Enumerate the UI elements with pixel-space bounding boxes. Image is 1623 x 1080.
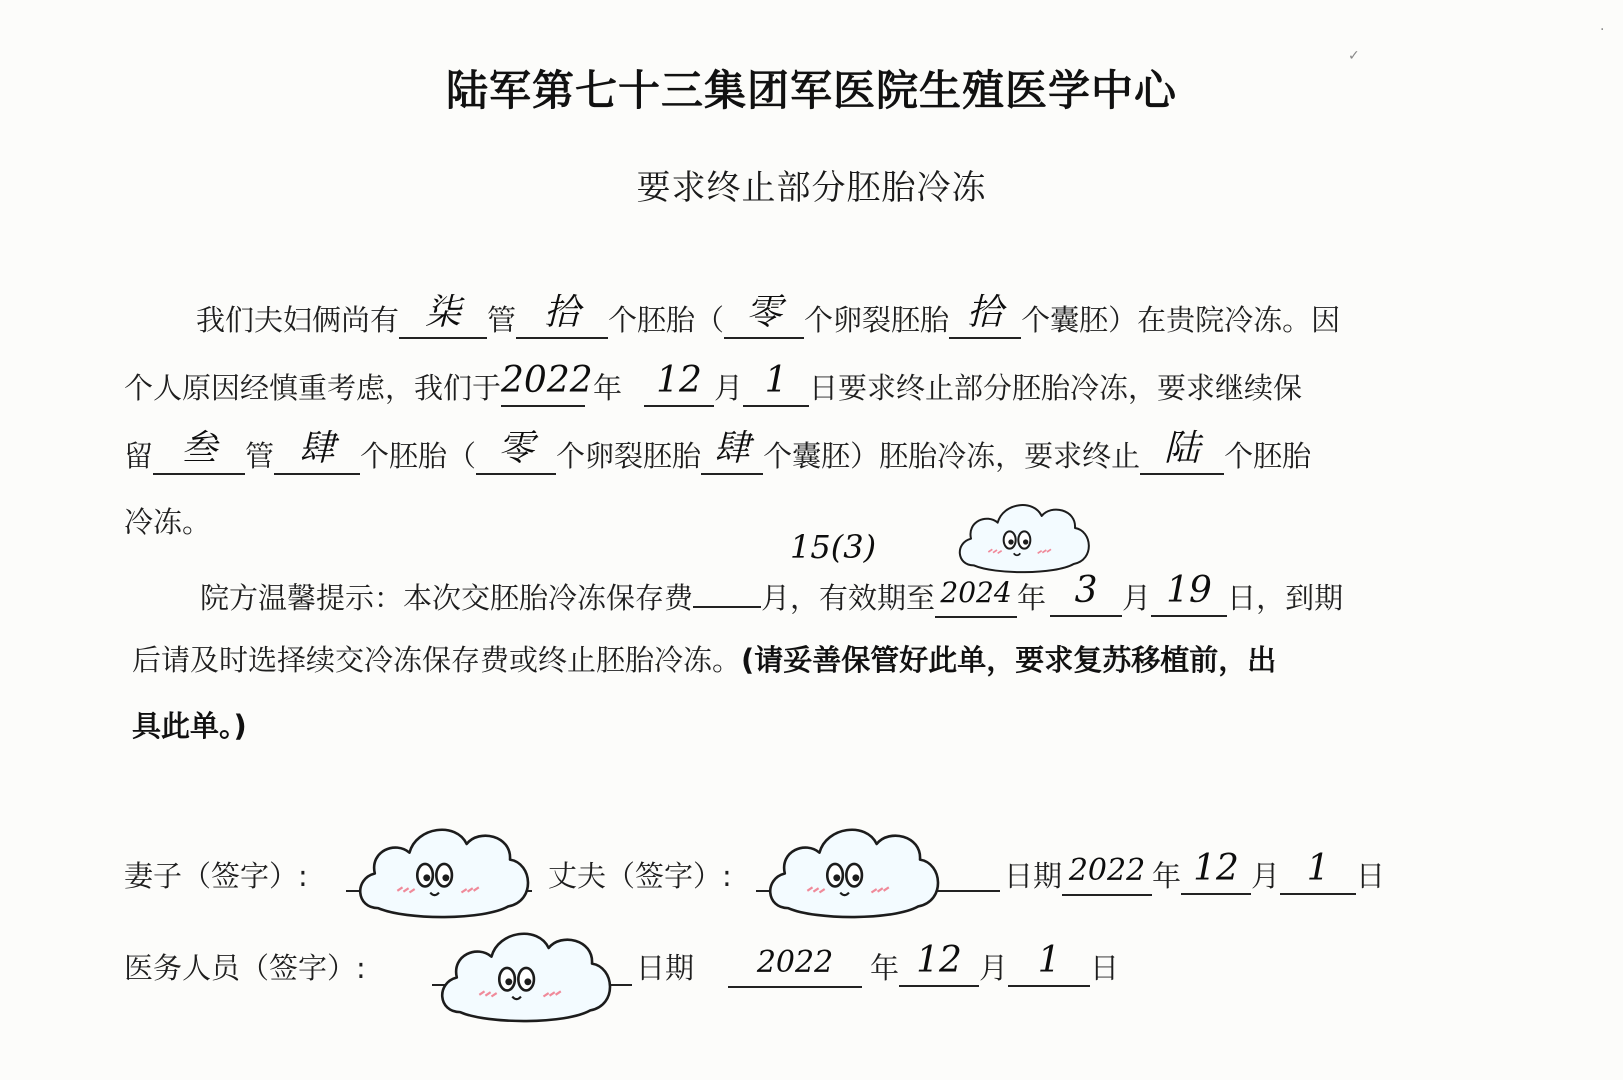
blank-keep-cleavage-count[interactable]: 零: [476, 437, 556, 475]
para2-line2: 后请及时选择续交冷冻保存费或终止胚胎冷冻。(请妥善保管好此单，要求复苏移植前，出: [132, 643, 1277, 677]
institution-title: 陆军第七十三集团军医院生殖医学中心: [445, 66, 1177, 115]
para2-line1: 院方温馨提示：本次交胚胎冷冻保存费 月，有效期至 2024 年 3 月 19 日，到期: [200, 570, 1343, 618]
blank-terminate-count[interactable]: 陆: [1140, 437, 1224, 475]
cloud-redaction-sticker: [350, 818, 540, 922]
sign-date-day[interactable]: 1: [1280, 857, 1356, 895]
sign-date-year[interactable]: 2022: [1062, 858, 1152, 896]
blank-keep-blastocyst-count[interactable]: 肆: [701, 437, 763, 475]
blank-request-day[interactable]: 1: [743, 369, 809, 407]
staff-date-year[interactable]: 2022: [728, 950, 862, 988]
blank-fee-months[interactable]: [693, 570, 761, 608]
blank-valid-day[interactable]: 19: [1151, 579, 1227, 617]
blank-valid-year[interactable]: 2024: [935, 580, 1017, 618]
para1-line2: 个人原因经慎重考虑，我们于2022年 12 月 1 日要求终止部分胚胎冷冻，要求继续保: [124, 360, 1303, 405]
staff-date-month[interactable]: 12: [899, 949, 979, 987]
blank-blastocyst-count[interactable]: 拾: [949, 301, 1021, 339]
blank-cleavage-count[interactable]: 零: [724, 301, 804, 339]
sign-date-row: 日期 2022 年 12 月 1 日: [1004, 856, 1385, 896]
sign-date-month[interactable]: 12: [1181, 857, 1251, 895]
blank-keep-tube-count[interactable]: 叁: [153, 437, 245, 475]
blank-keep-embryo-count[interactable]: 肆: [274, 437, 360, 475]
paper-speck: ·: [1600, 22, 1605, 38]
para1-line3: 留 叁 管 肆 个胚胎（ 零 个卵裂胚胎 肆 个囊胚）胚胎冷冻，要求终止 陆 个胚胎: [124, 428, 1312, 473]
para1-line1: 我们夫妇俩尚有 柒 管 拾 个胚胎（ 零 个卵裂胚胎 拾 个囊胚）在贵院冷冻。因: [196, 292, 1341, 337]
staff-date-row: 日期 2022 年 12 月 1 日: [636, 948, 1119, 988]
wife-signature-label: 妻子（签字）:: [124, 859, 308, 893]
blank-embryo-count[interactable]: 拾: [516, 301, 608, 339]
form-title: 要求终止部分胚胎冷冻: [636, 168, 987, 208]
handwritten-annotation: 15(3): [790, 528, 877, 566]
blank-request-month[interactable]: 12: [644, 369, 714, 407]
cloud-redaction-sticker: [432, 922, 622, 1026]
staff-signature-label: 医务人员（签字）:: [124, 951, 366, 985]
blank-request-year[interactable]: 2022: [501, 369, 585, 407]
cloud-redaction-sticker: [760, 818, 950, 922]
husband-signature-label: 丈夫（签字）:: [548, 859, 732, 893]
cloud-redaction-sticker: [950, 496, 1100, 576]
para1-line4: 冷冻。: [124, 505, 212, 539]
staff-date-day[interactable]: 1: [1008, 949, 1090, 987]
paper-speck: ✓: [1348, 48, 1360, 64]
para2-line3: 具此单。): [132, 709, 247, 743]
blank-tube-count[interactable]: 柒: [399, 301, 487, 339]
blank-valid-month[interactable]: 3: [1050, 579, 1122, 617]
